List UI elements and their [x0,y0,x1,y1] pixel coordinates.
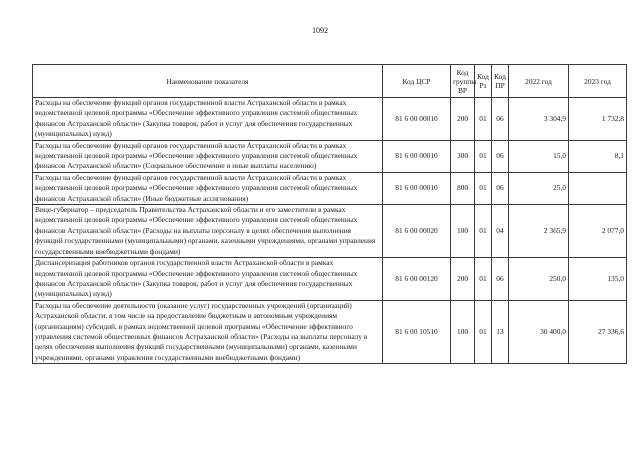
row-pr: 06 [492,140,509,172]
row-2023: 8,1 [569,140,627,172]
row-2022: 15,0 [509,140,569,172]
row-rz: 01 [475,140,492,172]
row-pr: 06 [492,172,509,204]
row-code: 81 6 00 00020 [383,205,451,258]
row-rz: 01 [475,205,492,258]
row-2023: 2 077,0 [569,205,627,258]
row-name: Диспансеризация работников органов государственной власти Астраханской области в рамках ведомственной целевой программы «Обеспечение эффективного управления системой общественных финансов Астраханской области» (Закупка товаров, работ и услуг для обеспечения государственных (муниципальных) нужд) [33,258,383,301]
row-name: Расходы на обеспечение функций органов государственной власти Астраханской области в рамках ведомственной целевой программы «Обеспечение эффективного управления системой общественных финансов Астраханской области» (Иные бюджетные ассигнования) [33,172,383,204]
header-group: Код группы ВР [451,65,475,98]
row-rz: 01 [475,300,492,363]
row-2022: 250,0 [509,258,569,301]
header-code: Код ЦСР [383,65,451,98]
row-code: 81 6 00 00010 [383,98,451,141]
row-name: Вице-губернатор – председатель Правительства Астраханской области и его заместители в рамках ведомственной целевой программы «Обеспечение эффективного управления системой общественных финансов Астраханской области» (Расходы на выплаты персоналу в целях обеспечения выполнения функций государственными (муниципальными) органами, казенными учреждениями, органами управления государственными внебюджетными фондами) [33,205,383,258]
row-2023: 135,0 [569,258,627,301]
table-row [33,258,627,301]
budget-table [32,64,627,364]
header-row [33,65,627,98]
table-row [33,98,627,141]
row-code: 81 6 00 10510 [383,300,451,363]
row-group: 100 [451,205,475,258]
row-2023: 1 732,8 [569,98,627,141]
row-group: 200 [451,258,475,301]
row-name: Расходы на обеспечение функций органов государственной власти Астраханской области в рамках ведомственной целевой программы «Обеспечение эффективного управления системой общественных финансов Астраханской области» (Социальное обеспечение и иные выплаты населению) [33,140,383,172]
row-pr: 13 [492,300,509,363]
row-pr: 06 [492,98,509,141]
row-pr: 06 [492,258,509,301]
row-pr: 04 [492,205,509,258]
header-rz: Код Рз [475,65,492,98]
row-code: 81 6 00 00010 [383,140,451,172]
row-group: 300 [451,140,475,172]
row-code: 81 6 00 00120 [383,258,451,301]
table-body [33,98,627,364]
table-row [33,172,627,204]
row-name: Расходы на обеспечение деятельности (оказание услуг) государственных учреждений (организаций) Астраханской области, в том числе на предоставление бюджетным и автономным учреждениям (организациям) субсидий, в рамках ведомственной целевой программы «Обеспечение эффективного управления системой общественных финансов Астраханской области» (Расходы на выплаты персоналу в целях обеспечения выполнения функций государственными (муниципальными) органами, казенными учреждениями, органами управления государственными внебюджетными фондами) [33,300,383,363]
row-group: 800 [451,172,475,204]
row-group: 200 [451,98,475,141]
table-row [33,205,627,258]
row-2022: 30 400,0 [509,300,569,363]
row-rz: 01 [475,98,492,141]
header-2023: 2023 год [569,65,627,98]
row-code: 81 6 00 00010 [383,172,451,204]
page-number: 1092 [312,26,328,35]
row-2022: 2 365,9 [509,205,569,258]
table-header [33,65,627,98]
header-pr: Код ПР [492,65,509,98]
table-row [33,300,627,363]
row-2023: 27 336,6 [569,300,627,363]
table-row [33,140,627,172]
row-rz: 01 [475,172,492,204]
row-2022: 25,0 [509,172,569,204]
row-group: 100 [451,300,475,363]
header-2022: 2022 год [509,65,569,98]
row-2022: 3 304,9 [509,98,569,141]
row-rz: 01 [475,258,492,301]
row-2023 [569,172,627,204]
header-name: Наименование показателя [33,65,383,98]
row-name: Расходы на обеспечение функций органов государственной власти Астраханской области в рамках ведомственной целевой программы «Обеспечение эффективного управления системой общественных финансов Астраханской области» (Закупка товаров, работ и услуг для обеспечения государственных (муниципальных) нужд) [33,98,383,141]
